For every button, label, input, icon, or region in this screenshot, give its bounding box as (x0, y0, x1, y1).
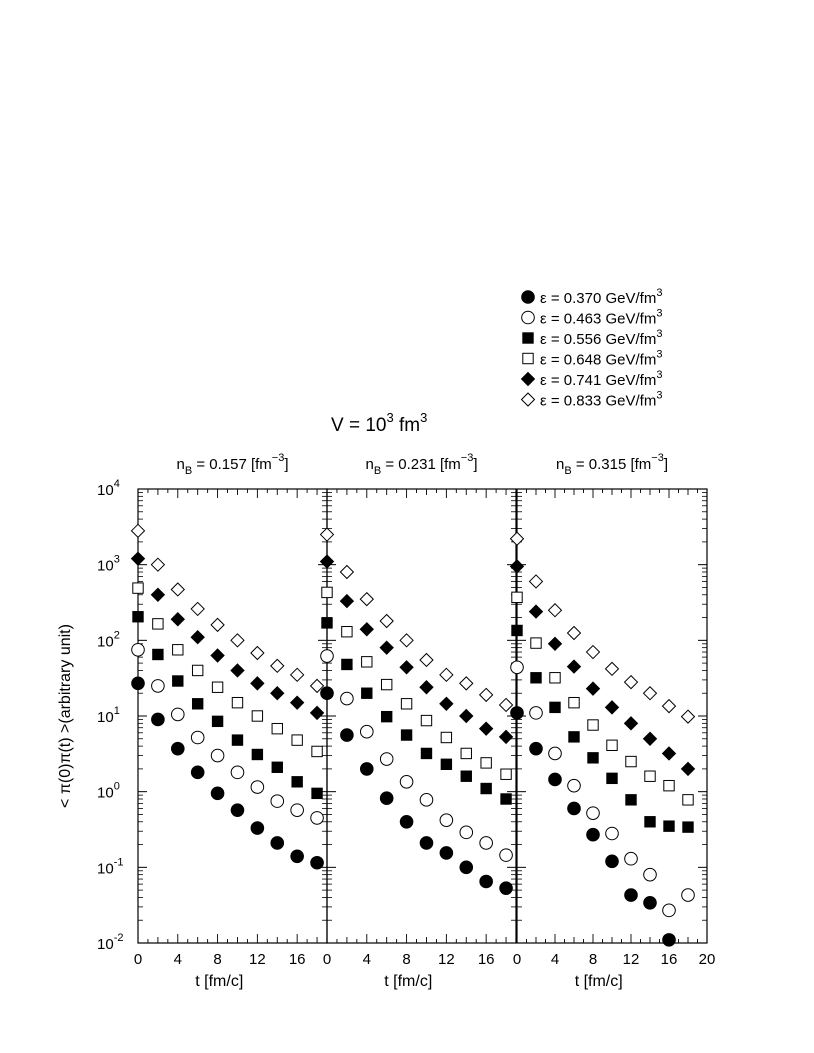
data-point (480, 837, 493, 850)
data-point (644, 868, 657, 881)
series-diamond-open (321, 528, 513, 711)
data-point (192, 699, 202, 709)
data-point (441, 732, 451, 742)
data-point (311, 812, 324, 825)
data-point (231, 664, 244, 677)
legend-marker-square-filled (523, 333, 533, 343)
data-point (511, 707, 524, 720)
data-point (607, 740, 617, 750)
data-point (132, 677, 145, 690)
data-point (171, 613, 184, 626)
data-point (360, 623, 373, 636)
data-point (231, 766, 244, 779)
data-point (251, 647, 264, 660)
data-point (271, 795, 284, 808)
data-point (152, 680, 165, 693)
data-point (192, 665, 202, 675)
data-point (530, 575, 543, 588)
legend-marker-square-open (523, 353, 533, 363)
data-point (340, 565, 353, 578)
data-point (211, 787, 224, 800)
data-point (311, 706, 324, 719)
legend-label: ε = 0.833 GeV/$fm^3$ (540, 389, 663, 410)
legend-marker-circle-open (522, 311, 535, 324)
data-point (380, 641, 393, 654)
data-point (512, 625, 522, 635)
data-point (421, 715, 431, 725)
data-point (663, 934, 676, 947)
x-tick-label: 8 (213, 951, 222, 968)
data-point (132, 524, 145, 537)
data-point (420, 794, 433, 807)
data-point (568, 660, 581, 673)
data-point (133, 612, 143, 622)
y-tick-label: $10^0$ (97, 780, 120, 802)
data-point (549, 604, 562, 617)
data-point (312, 788, 322, 798)
data-point (380, 753, 393, 766)
y-tick-label: $10^{-2}$ (97, 932, 124, 953)
data-point (683, 822, 693, 832)
data-point (549, 747, 562, 760)
data-point (133, 583, 143, 593)
data-point (191, 766, 204, 779)
x-tick-label: 8 (588, 951, 598, 968)
legend-label: ε = 0.370 GeV/$fm^3$ (540, 287, 663, 307)
legend-marker-diamond-open (522, 393, 535, 406)
data-point (440, 697, 453, 710)
data-point (321, 650, 334, 663)
series-square-open (133, 583, 322, 757)
legend-label: ε = 0.556 GeV/$fm^3$ (540, 328, 663, 348)
data-point (212, 682, 222, 692)
data-point (152, 713, 165, 726)
data-point (321, 555, 334, 568)
data-point (588, 720, 598, 730)
data-point (531, 638, 541, 648)
series-square-filled (322, 618, 511, 805)
data-point (191, 631, 204, 644)
data-point (191, 602, 204, 615)
chart-title (331, 410, 427, 436)
data-point (171, 583, 184, 596)
data-point (231, 634, 244, 647)
y-axis-label (57, 478, 123, 953)
data-point (341, 729, 354, 742)
data-point (607, 773, 617, 783)
data-point (272, 723, 282, 733)
x-tick-label: 4 (550, 951, 560, 968)
data-point (500, 882, 513, 895)
data-point (568, 627, 581, 640)
panel-2 (321, 452, 517, 990)
data-point (362, 657, 372, 667)
data-point (461, 748, 471, 758)
data-point (400, 661, 413, 674)
data-point (587, 828, 600, 841)
data-point (460, 677, 473, 690)
data-point (232, 735, 242, 745)
legend-label: ε = 0.741 GeV/$fm^3$ (540, 369, 663, 389)
data-point (625, 717, 638, 730)
data-point (500, 698, 513, 711)
data-point (212, 716, 222, 726)
data-point (663, 904, 676, 917)
y-tick-label: $10^{-1}$ (97, 856, 124, 878)
series-square-open (512, 592, 693, 805)
x-tick-label: 0 (322, 951, 332, 968)
data-point (381, 679, 391, 689)
x-axis-label: t [fm/c] (574, 973, 623, 990)
data-point (480, 722, 493, 735)
panel-frame (517, 489, 707, 943)
data-point (568, 802, 581, 815)
legend (522, 287, 663, 410)
data-point (587, 682, 600, 695)
data-point (664, 821, 674, 831)
data-point (292, 735, 302, 745)
series-diamond-open (132, 524, 324, 692)
data-point (587, 646, 600, 659)
data-point (420, 653, 433, 666)
data-point (321, 687, 334, 700)
data-point (480, 875, 493, 888)
data-point (151, 588, 164, 601)
data-point (481, 758, 491, 768)
data-point (645, 817, 655, 827)
panel-3 (511, 452, 716, 990)
legend-label: ε = 0.463 GeV/$fm^3$ (540, 307, 663, 328)
data-point (531, 673, 541, 683)
data-point (606, 662, 619, 675)
data-point (171, 742, 184, 755)
x-tick-label: 12 (249, 951, 266, 968)
data-point (380, 792, 393, 805)
x-tick-label: 4 (173, 951, 182, 968)
data-point (171, 708, 184, 721)
data-point (645, 771, 655, 781)
x-tick-label: 20 (698, 951, 716, 968)
data-point (606, 855, 619, 868)
data-point (252, 711, 262, 721)
data-point (682, 710, 695, 723)
data-point (173, 676, 183, 686)
data-point (291, 696, 304, 709)
data-point (663, 700, 676, 713)
plot-panels (132, 452, 716, 990)
y-tick-label: $10^1$ (97, 705, 120, 726)
data-point (440, 814, 453, 827)
x-tick-label: 4 (362, 951, 371, 968)
series-square-filled (512, 625, 693, 832)
chart-title-text: $V = 10^3$ $fm^3$ (331, 410, 428, 436)
data-point (625, 852, 638, 865)
data-point (360, 763, 373, 776)
data-point (312, 746, 322, 756)
x-tick-label: 16 (477, 951, 495, 968)
y-tick-label: $10^3$ (97, 553, 120, 575)
data-point (251, 677, 264, 690)
data-point (340, 595, 353, 608)
data-point (173, 645, 183, 655)
data-point (626, 756, 636, 766)
data-point (381, 711, 391, 721)
data-point (512, 592, 522, 602)
data-point (380, 615, 393, 628)
x-tick-label: 0 (512, 951, 522, 968)
data-point (644, 687, 657, 700)
x-tick-label: 8 (402, 951, 411, 968)
x-tick-label: 0 (133, 951, 143, 968)
data-point (322, 587, 332, 597)
data-point (342, 659, 352, 669)
data-point (606, 701, 619, 714)
data-point (321, 528, 334, 541)
data-point (500, 730, 513, 743)
data-point (682, 889, 695, 902)
data-point (311, 856, 324, 869)
data-point (500, 849, 513, 862)
data-point (420, 837, 433, 850)
x-tick-label: 12 (438, 951, 455, 968)
data-point (569, 732, 579, 742)
data-point (501, 794, 511, 804)
y-axis-label-text: < π(0)π(t) >(arbitrary unit) (57, 624, 74, 808)
data-point (251, 822, 264, 835)
data-point (271, 687, 284, 700)
data-point (587, 807, 600, 820)
data-point (211, 649, 224, 662)
data-point (132, 643, 145, 656)
data-point (322, 618, 332, 628)
data-point (664, 780, 674, 790)
data-point (530, 605, 543, 618)
data-point (291, 850, 304, 863)
series-diamond-open (511, 532, 695, 723)
data-point (626, 795, 636, 805)
legend-marker-circle-filled (522, 291, 535, 304)
data-point (550, 673, 560, 683)
panel-title: $n_B = 0.315$ $[fm^{-3}]$ (555, 452, 669, 477)
panel-title: $n_B = 0.231$ $[fm^{-3}]$ (365, 452, 478, 477)
data-point (511, 661, 524, 674)
data-point (211, 618, 224, 631)
series-diamond-filled (321, 555, 513, 743)
data-point (400, 815, 413, 828)
data-point (360, 725, 373, 738)
data-point (440, 847, 453, 860)
data-point (211, 749, 224, 762)
data-point (400, 776, 413, 789)
data-point (191, 731, 204, 744)
data-point (569, 697, 579, 707)
data-point (360, 593, 373, 606)
data-point (421, 748, 431, 758)
data-point (549, 637, 562, 650)
data-point (441, 759, 451, 769)
legend-marker-diamond-filled (522, 373, 535, 386)
data-point (291, 804, 304, 817)
data-point (588, 753, 598, 763)
data-point (232, 697, 242, 707)
data-point (481, 783, 491, 793)
data-point (460, 710, 473, 723)
data-point (151, 558, 164, 571)
data-point (153, 619, 163, 629)
series-square-open (322, 587, 511, 779)
x-tick-label: 12 (622, 951, 640, 968)
data-point (511, 532, 524, 545)
data-point (644, 732, 657, 745)
data-point (460, 861, 473, 874)
data-point (549, 773, 562, 786)
y-tick-label: $10^2$ (97, 629, 120, 651)
panel-1 (132, 452, 328, 990)
x-axis-label: t [fm/c] (195, 973, 244, 990)
data-point (568, 779, 581, 792)
data-point (252, 749, 262, 759)
data-point (231, 804, 244, 817)
data-point (362, 688, 372, 698)
data-point (401, 699, 411, 709)
data-point (132, 552, 145, 565)
data-point (251, 781, 264, 794)
data-point (625, 889, 638, 902)
data-point (501, 769, 511, 779)
data-point (292, 777, 302, 787)
data-point (291, 668, 304, 681)
data-point (271, 659, 284, 672)
data-point (401, 730, 411, 740)
series-diamond-filled (132, 552, 324, 719)
data-point (400, 634, 413, 647)
data-point (272, 762, 282, 772)
data-point (511, 560, 524, 573)
data-point (461, 771, 471, 781)
panel-title: $n_B = 0.157$ $[fm^{-3}]$ (176, 452, 289, 477)
data-point (606, 827, 619, 840)
data-point (440, 668, 453, 681)
data-point (342, 627, 352, 637)
data-point (460, 826, 473, 839)
data-point (644, 896, 657, 909)
data-point (153, 649, 163, 659)
data-point (530, 707, 543, 720)
data-point (420, 681, 433, 694)
x-tick-label: 16 (660, 951, 678, 968)
data-point (550, 702, 560, 712)
data-point (663, 747, 676, 760)
data-point (480, 688, 493, 701)
panel-frame (138, 489, 327, 943)
legend-label: ε = 0.648 GeV/$fm^3$ (540, 348, 663, 369)
x-axis-label: t [fm/c] (384, 973, 433, 990)
data-point (530, 742, 543, 755)
data-point (625, 676, 638, 689)
data-point (683, 795, 693, 805)
data-point (271, 837, 284, 850)
y-tick-label: $10^4$ (97, 478, 120, 499)
series-circle-open (321, 650, 513, 862)
x-tick-label: 16 (288, 951, 306, 968)
data-point (341, 692, 354, 705)
data-point (682, 762, 695, 775)
